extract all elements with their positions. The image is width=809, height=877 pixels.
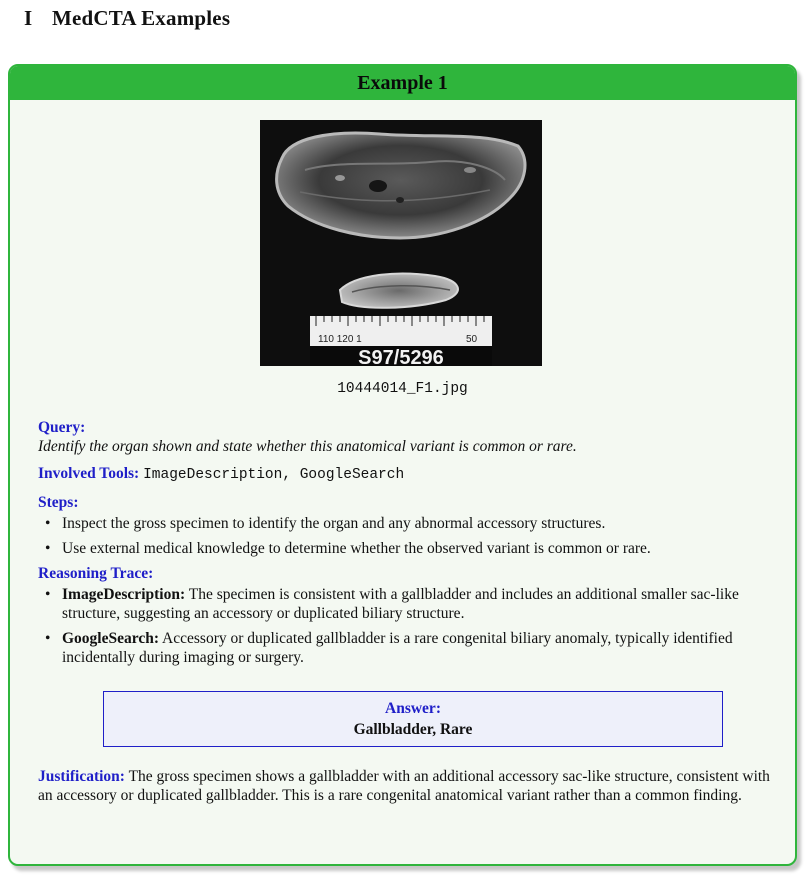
step-text: Use external medical knowledge to determine whether the observed variant is common or rare. (62, 540, 651, 557)
trace-label: Reasoning Trace: (38, 565, 154, 582)
specimen-id: S97/5296 (358, 347, 444, 366)
trace-tool: GoogleSearch: (62, 630, 160, 647)
list-item (38, 539, 788, 558)
tools-label: Involved Tools: (38, 465, 140, 482)
tools-line (38, 464, 788, 485)
trace-tool: ImageDescription: (62, 586, 186, 603)
bullet: • (45, 586, 51, 603)
step-text: Inspect the gross specimen to identify the organ and any abnormal accessory structures. (62, 515, 606, 532)
list-item (38, 514, 788, 533)
bullet: • (45, 515, 51, 532)
justification-label: Justification: (38, 768, 125, 785)
section-title (24, 6, 230, 31)
example-box (8, 64, 797, 866)
answer-label: Answer: (385, 700, 441, 717)
image-caption: 10444014_F1.jpg (337, 381, 468, 397)
steps-list (38, 514, 788, 558)
section-title-text: MedCTA Examples (52, 6, 231, 30)
section-number: I (24, 6, 33, 30)
query-label: Query: (38, 419, 86, 436)
bullet: • (45, 540, 51, 557)
example-content (38, 418, 788, 805)
example-header: Example 1 (10, 66, 795, 100)
justification-text: The gross specimen shows a gallbladder with an additional accessory sac-like structure, consistent with an accessory or duplicated gallbladder. This is a rare congenital anatomical variant rather than a common finding. (38, 768, 770, 804)
answer-value: Gallbladder, Rare (353, 721, 473, 738)
justification (38, 767, 788, 805)
list-item (38, 585, 788, 623)
bullet: • (45, 630, 51, 647)
tools-value: ImageDescription, GoogleSearch (143, 467, 405, 483)
steps-label: Steps: (38, 494, 79, 511)
answer-box (103, 691, 723, 747)
list-item (38, 629, 788, 667)
ruler-end: 50 (466, 334, 478, 345)
ruler-digits: 110 120 1 (318, 334, 362, 345)
trace-text: Accessory or duplicated gallbladder is a rare congenital biliary anomaly, typically identified incidentally during imaging or surgery. (62, 630, 733, 666)
trace-text: The specimen is consistent with a gallbladder and includes an additional smaller sac-like structure, suggesting an accessory or duplicated biliary structure. (62, 586, 739, 622)
trace-list (38, 585, 788, 667)
specimen-image (260, 120, 542, 366)
query-text: Identify the organ shown and state whether this anatomical variant is common or rare. (38, 438, 577, 455)
